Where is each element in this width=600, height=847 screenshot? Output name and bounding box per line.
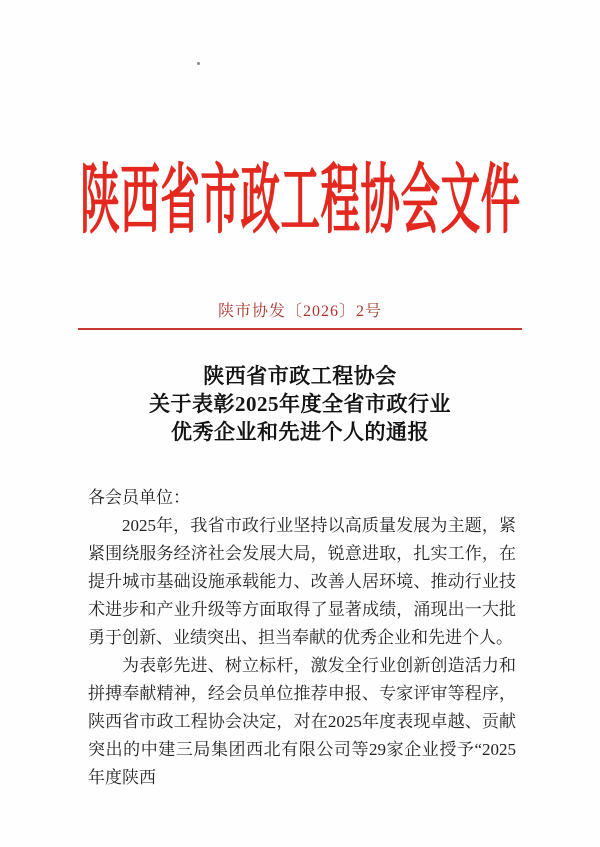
scan-speck xyxy=(197,62,200,65)
document-body xyxy=(88,484,516,792)
document-title-line-1: 陕西省市政工程协会 xyxy=(203,364,397,388)
body-paragraph-1: 2025年，我省市政行业坚持以高质量发展为主题，紧紧围绕服务经济社会发展大局，锐意进取，扎实工作，在提升城市基础设施承载能力、改善人居环境、推动行业技术进步和产业升级等方面取得了显著成绩，涌现出一大批勇于创新、业绩突出、担当奉献的优秀企业和先进个人。 xyxy=(88,516,516,647)
letterhead-masthead xyxy=(0,160,600,242)
salutation: 各会员单位： xyxy=(88,488,190,507)
document-title xyxy=(0,362,600,446)
document-number: 陕市协发〔2026〕2号 xyxy=(217,303,382,320)
body-paragraph-2: 为表彰先进、树立标杆，激发全行业创新创造活力和拼搏奉献精神，经会员单位推荐申报、专家评审等程序，陕西省市政工程协会决定，对在2025年度表现卓越、贡献突出的中建三局集团西北有限公司等29家企业授予“2025年度陕西 xyxy=(88,656,516,787)
document-title-line-2: 关于表彰2025年度全省市政行业 xyxy=(149,392,451,416)
masthead-title: 陕西省市政工程协会文件 xyxy=(79,159,521,243)
document-title-line-3: 优秀企业和先进个人的通报 xyxy=(171,420,429,444)
letterhead-rule xyxy=(78,328,522,330)
